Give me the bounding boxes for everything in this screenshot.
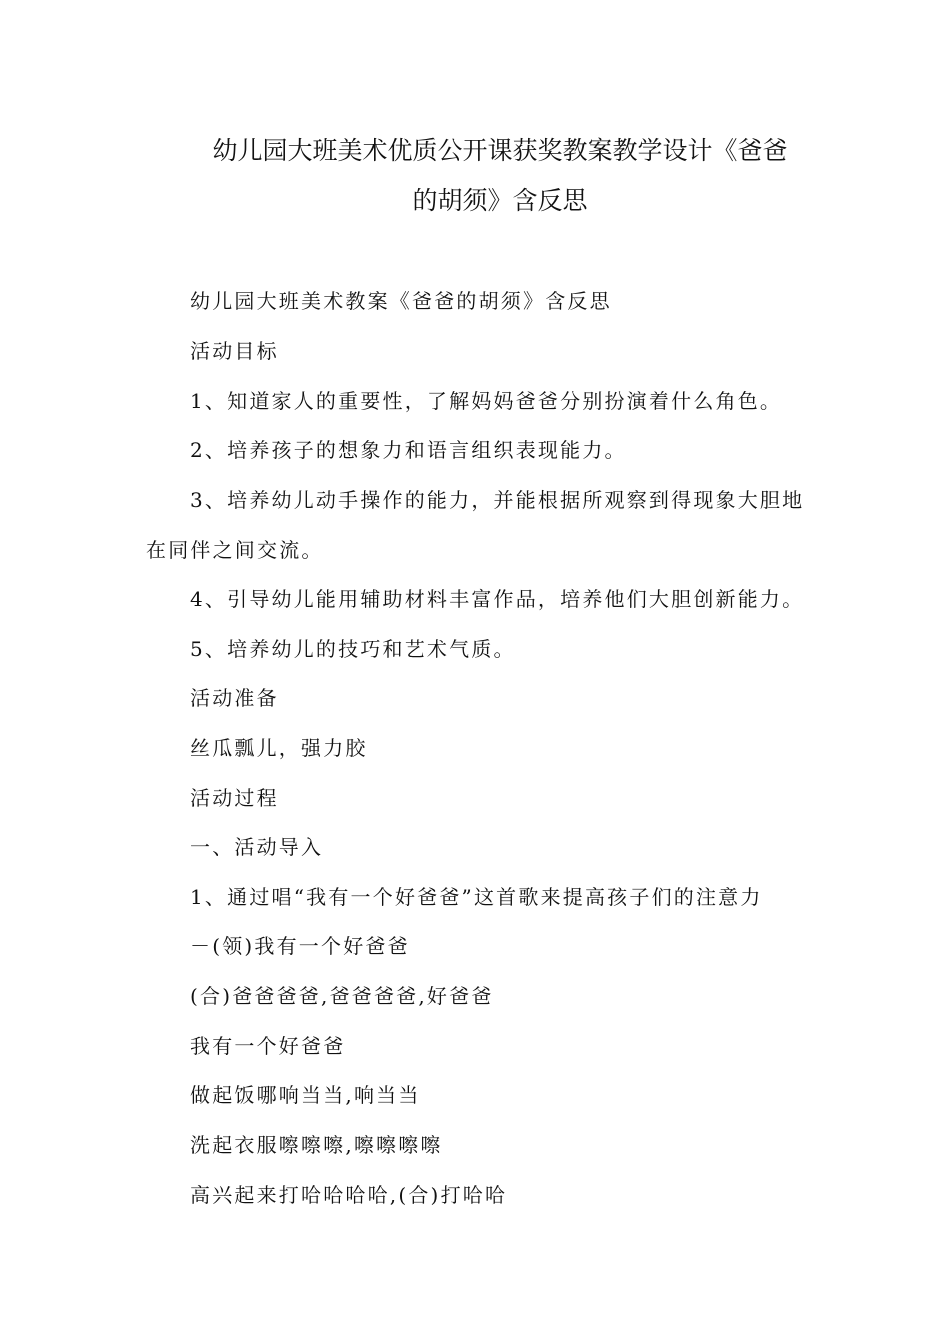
song-line-2: (合)爸爸爸爸,爸爸爸爸,好爸爸 [190,984,494,1008]
goal-item-2: 2、培养孩子的想象力和语言组织表现能力。 [190,438,627,462]
paragraph-heading: 幼儿园大班美术教案《爸爸的胡须》含反思 [190,289,612,313]
goal-item-3-continued: 在同伴之间交流。 [146,538,324,562]
goal-item-5: 5、培养幼儿的技巧和艺术气质。 [190,637,516,661]
goal-item-4: 4、引导幼儿能用辅助材料丰富作品，培养他们大胆创新能力。 [190,587,805,611]
document-title-line-2: 的胡须》含反思 [412,186,588,215]
process-item-1: 1、通过唱“我有一个好爸爸”这首歌来提高孩子们的注意力 [190,885,763,909]
section-heading-preparation: 活动准备 [190,686,279,710]
goal-item-3: 3、培养幼儿动手操作的能力，并能根据所观察到得现象大胆地 [190,488,805,512]
song-line-3: 我有一个好爸爸 [190,1034,346,1058]
song-line-1: －(领)我有一个好爸爸 [190,934,410,958]
process-step-intro: 一、活动导入 [190,835,324,859]
document-title-line-1: 幼儿园大班美术优质公开课获奖教案教学设计《爸爸 [212,136,788,165]
goal-item-1: 1、知道家人的重要性，了解妈妈爸爸分别扮演着什么角色。 [190,389,783,413]
preparation-materials: 丝瓜瓢儿，强力胶 [190,736,368,760]
song-line-6: 高兴起来打哈哈哈哈,(合)打哈哈 [190,1183,508,1207]
song-line-5: 洗起衣服嚓嚓嚓,嚓嚓嚓嚓 [190,1133,443,1157]
song-line-4: 做起饭哪响当当,响当当 [190,1083,421,1107]
section-heading-goals: 活动目标 [190,339,279,363]
section-heading-process: 活动过程 [190,786,279,810]
